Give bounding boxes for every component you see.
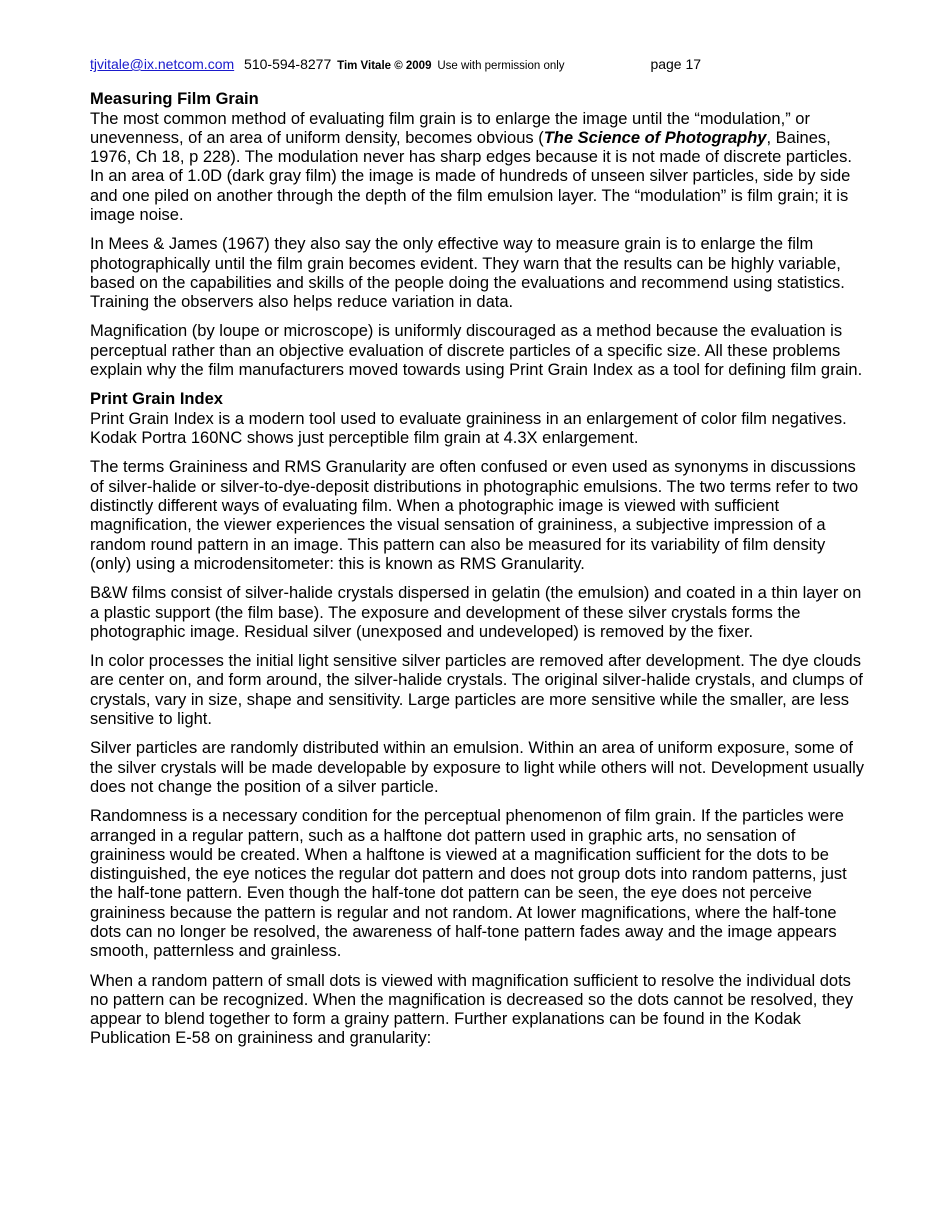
- paragraph-text: The most common method of evaluating film grain is to enlarge the image until the “modulation,” or unevenness, of an area of uniform density, becomes obvious (: [90, 109, 810, 147]
- page-header: [90, 54, 865, 76]
- paragraph: Print Grain Index is a modern tool used to evaluate graininess in an enlargement of color film negatives. Kodak Portra 160NC shows just perceptible film grain at 4.3X enlargement.: [90, 409, 847, 448]
- paragraph: Silver particles are randomly distributed within an emulsion. Within an area of uniform exposure, some of the silver crystals will be made developable by exposure to light while others will not. Development usually does not change the position of a silver particle.: [90, 739, 865, 796]
- paragraph: In color processes the initial light sensitive silver particles are removed after development. The dye clouds are center on, and form around, the silver-halide crystals. The original silver-halide crystals, and clumps of crystals, vary in size, shape and sensitivity. Large particles are more sensitive while the smaller, are less sensitive to light.: [90, 652, 863, 729]
- author-copyright: Tim Vitale © 2009: [337, 60, 432, 72]
- paragraph: When a random pattern of small dots is viewed with magnification sufficient to resolve the individual dots no pattern can be recognized. When the magnification is decreased so the dots cannot be resolved, they appear to blend together to form a grainy pattern. Further explanations can be found in the Kodak Publication E-58 on graininess and granularity:: [90, 971, 854, 1048]
- book-reference: The Science of Photography: [543, 128, 767, 147]
- phone-number: 510-594-8277: [244, 56, 332, 72]
- email-link[interactable]: tjvitale@ix.netcom.com: [90, 56, 235, 72]
- section-heading: Measuring Film Grain: [90, 90, 259, 108]
- section-measuring-film-grain: [90, 90, 865, 380]
- page-number: page 17: [650, 56, 702, 72]
- permission-note: Use with permission only: [437, 60, 565, 72]
- paragraph: The terms Graininess and RMS Granularity are often confused or even used as synonyms in discussions of silver-halide or silver-to-dye-deposit distributions in photographic emulsions. The two terms refer to two distinctly different ways of evaluating film. When a photographic image is viewed with sufficient magnification, the viewer experiences the visual sensation of graininess, a subjective impression of a random round pattern in an image. This pattern can also be measured for its variability of film density (only) using a microdensitometer: this is known as RMS Granularity.: [90, 458, 859, 573]
- document-page: [90, 54, 865, 1059]
- paragraph: In Mees & James (1967) they also say the only effective way to measure grain is to enlarge the film photographically until the film grain becomes evident. They warn that the results can be highly variable, based on the capabilities and skills of the people doing the evaluations and recommend using statistics. Training the observers also helps reduce variation in data.: [90, 235, 845, 312]
- section-print-grain-index: [90, 390, 865, 1048]
- paragraph: [90, 110, 865, 226]
- paragraph: Magnification (by loupe or microscope) is uniformly discouraged as a method because the evaluation is perceptual rather than an objective evaluation of discrete particles of a specific size. All these problems explain why the film manufacturers moved towards using Print Grain Index as a tool for defining film grain.: [90, 322, 863, 380]
- paragraph: Randomness is a necessary condition for the perceptual phenomenon of film grain. If the particles were arranged in a regular pattern, such as a halftone dot pattern used in graphic arts, no sensation of graininess would be created. When a halftone is viewed at a magnification sufficient for the dots to be distinguished, the eye notices the regular dot pattern and does not group dots into random patterns, just the half-tone pattern. Even though the half-tone dot pattern can be seen, the eye does not perceive graininess because the pattern is regular and not random. At lower magnifications, where the half-tone dots can no longer be resolved, the awareness of half-tone pattern fades away and the image appears smooth, patternless and grainless.: [90, 807, 847, 961]
- section-heading: Print Grain Index: [90, 390, 223, 409]
- paragraph-text: , Baines, 1976, Ch 18, p 228). The modulation never has sharp edges because it is not made of discrete particles. In an area of 1.0D (dark gray film) the image is made of hundreds of unseen silver particles, side by side and one piled on another through the depth of the film emulsion layer. The “modulation” is film grain; it is image noise.: [90, 128, 852, 224]
- paragraph: B&W films consist of silver-halide crystals dispersed in gelatin (the emulsion) and coated in a thin layer on a plastic support (the film base). The exposure and development of these silver crystals forms the photographic image. Residual silver (unexposed and undeveloped) is removed by the fixer.: [90, 584, 862, 641]
